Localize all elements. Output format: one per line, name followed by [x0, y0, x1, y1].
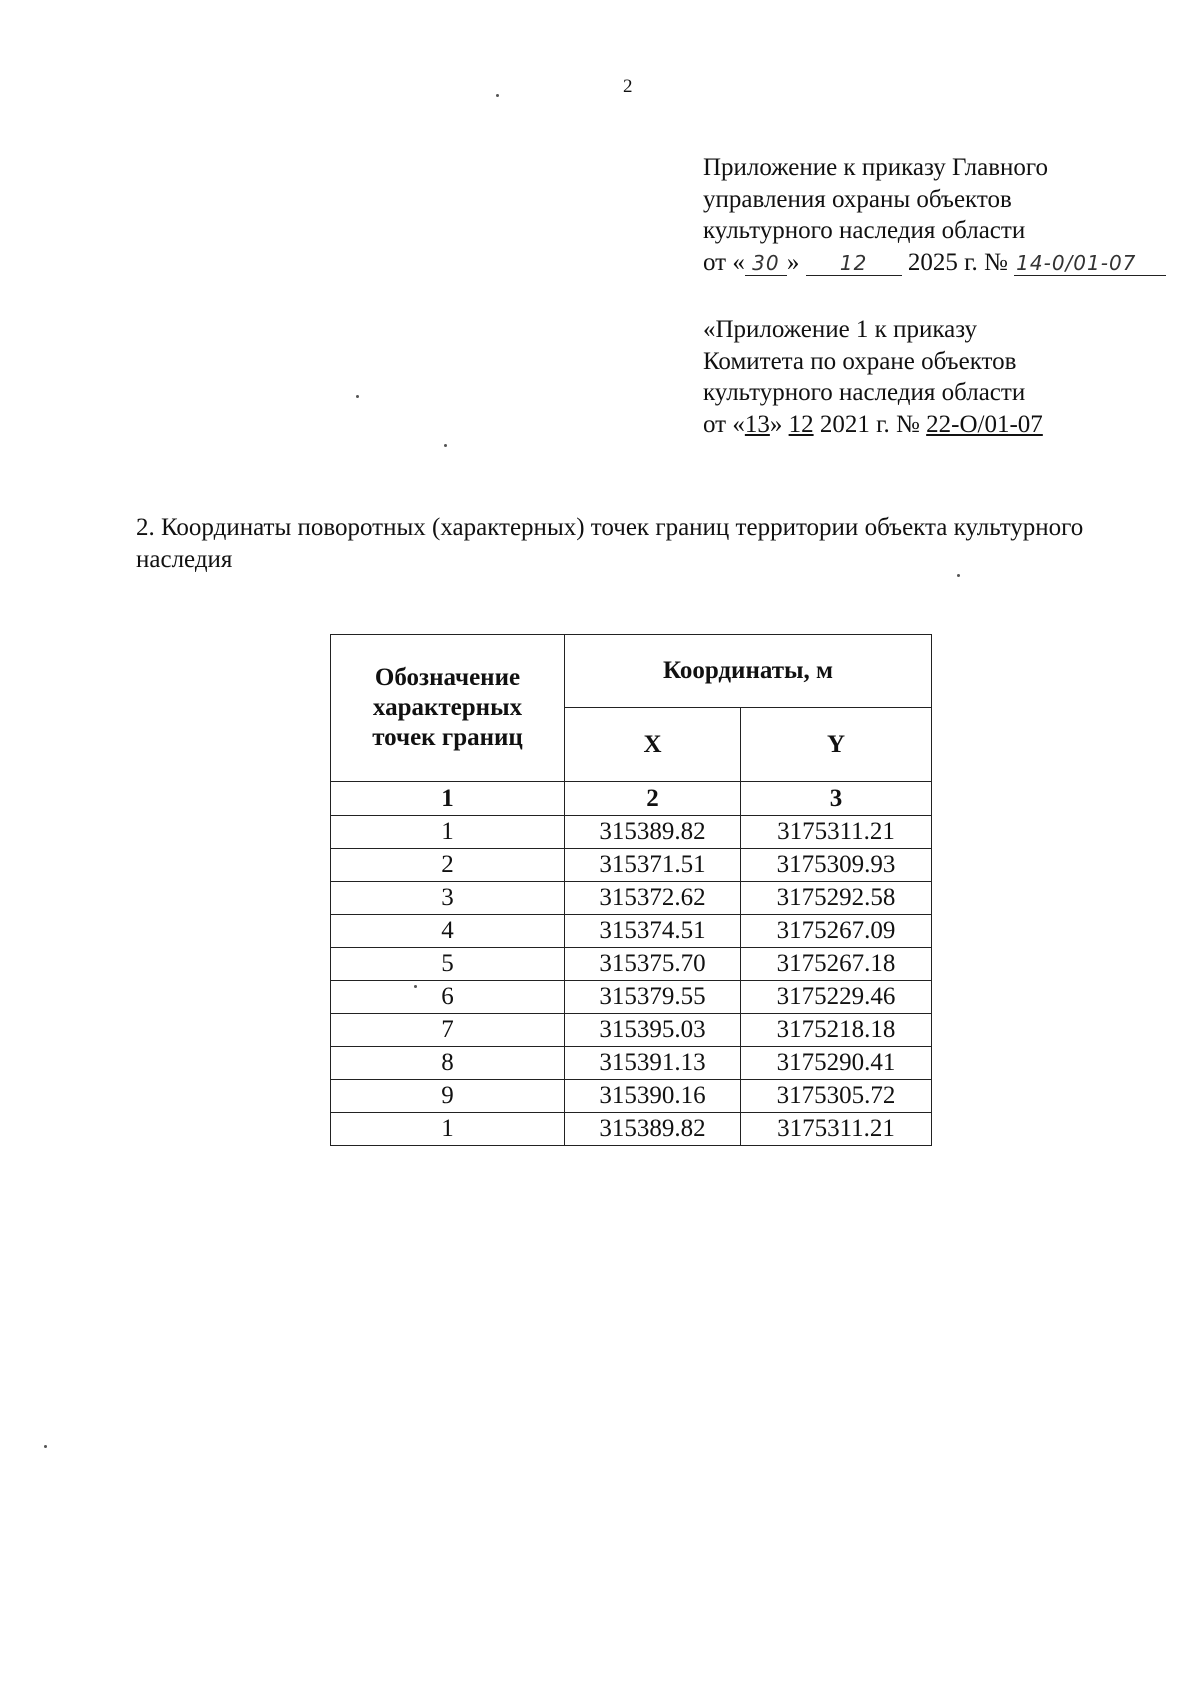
column-number-row — [331, 782, 932, 816]
x-coordinate-cell: 315371.51 — [565, 849, 741, 882]
header-point-label-line: характерных — [372, 694, 523, 721]
scan-speck — [44, 1445, 47, 1448]
x-coordinate-cell: 315389.82 — [565, 1113, 741, 1146]
handwritten-order-number: 14-0/01-07 — [1014, 251, 1166, 276]
date-prefix: от « — [703, 248, 745, 276]
coordinates-table — [330, 634, 932, 1146]
y-coordinate-cell: 3175290.41 — [741, 1047, 932, 1080]
table-header-row — [331, 635, 932, 708]
header-y: Y — [741, 708, 932, 782]
appendix-previous-date-line — [703, 409, 1043, 441]
table-row — [331, 816, 932, 849]
y-coordinate-cell: 3175311.21 — [741, 816, 932, 849]
order-number: 22-О/01-07 — [926, 410, 1043, 438]
x-coordinate-cell: 315375.70 — [565, 948, 741, 981]
table-row — [331, 849, 932, 882]
scan-speck — [496, 94, 499, 97]
table-row — [331, 948, 932, 981]
year-text: 2025 г. № — [907, 248, 1008, 276]
y-coordinate-cell: 3175218.18 — [741, 1014, 932, 1047]
table-row — [331, 1113, 932, 1146]
appendix-current-line: управления охраны объектов — [703, 185, 1012, 213]
table-row — [331, 981, 932, 1014]
y-coordinate-cell: 3175309.93 — [741, 849, 932, 882]
page-number: 2 — [623, 76, 633, 97]
point-number-cell: 3 — [331, 882, 565, 915]
header-coordinates: Координаты, м — [565, 635, 932, 708]
point-number-cell: 1 — [331, 816, 565, 849]
appendix-previous-block — [703, 314, 1043, 440]
header-x: X — [565, 708, 741, 782]
x-coordinate-cell: 315391.13 — [565, 1047, 741, 1080]
x-coordinate-cell: 315372.62 — [565, 882, 741, 915]
point-number-cell: 1 — [331, 1113, 565, 1146]
point-number-cell: 7 — [331, 1014, 565, 1047]
header-point-label-line: точек границ — [372, 724, 523, 751]
table-row — [331, 882, 932, 915]
table-row — [331, 1080, 932, 1113]
x-coordinate-cell: 315390.16 — [565, 1080, 741, 1113]
y-coordinate-cell: 3175292.58 — [741, 882, 932, 915]
appendix-previous-line: культурного наследия области — [703, 379, 1026, 406]
header-point-label-line: Обозначение — [374, 664, 521, 691]
point-number-cell: 9 — [331, 1080, 565, 1113]
y-coordinate-cell: 3175311.21 — [741, 1113, 932, 1146]
year-text: 2021 г. № — [819, 410, 920, 438]
y-coordinate-cell: 3175305.72 — [741, 1080, 932, 1113]
date-month: 12 — [788, 410, 814, 438]
x-coordinate-cell: 315379.55 — [565, 981, 741, 1014]
column-number: 1 — [331, 782, 565, 816]
point-number-cell: 2 — [331, 849, 565, 882]
date-prefix: от « — [703, 410, 745, 438]
scan-speck — [957, 574, 960, 577]
y-coordinate-cell: 3175267.09 — [741, 915, 932, 948]
appendix-current-line: культурного наследия области — [703, 217, 1026, 244]
x-coordinate-cell: 315389.82 — [565, 816, 741, 849]
date-mid: » — [786, 248, 800, 276]
section-heading: 2. Координаты поворотных (характерных) точек границ территории объекта культурного наследия — [136, 514, 1084, 573]
scan-speck — [414, 985, 417, 988]
x-coordinate-cell: 315395.03 — [565, 1014, 741, 1047]
appendix-previous-line: Комитета по охране объектов — [703, 347, 1017, 375]
date-day: 13 — [744, 410, 770, 438]
y-coordinate-cell: 3175229.46 — [741, 981, 932, 1014]
point-number-cell: 4 — [331, 915, 565, 948]
table-row — [331, 1047, 932, 1080]
x-coordinate-cell: 315374.51 — [565, 915, 741, 948]
table-body — [331, 816, 932, 1146]
y-coordinate-cell: 3175267.18 — [741, 948, 932, 981]
scan-speck — [444, 444, 447, 447]
point-number-cell: 5 — [331, 948, 565, 981]
handwritten-day: 30 — [745, 251, 787, 276]
scan-speck — [356, 395, 359, 398]
table-row — [331, 1014, 932, 1047]
date-mid: » — [769, 410, 783, 438]
table-row — [331, 915, 932, 948]
appendix-previous-line: «Приложение 1 к приказу — [703, 316, 978, 343]
appendix-current-line: Приложение к приказу Главного — [703, 154, 1049, 181]
column-number: 2 — [565, 782, 741, 816]
point-number-cell: 6 — [331, 981, 565, 1014]
handwritten-month: 12 — [806, 251, 902, 276]
point-number-cell: 8 — [331, 1047, 565, 1080]
header-point-label — [331, 635, 565, 782]
column-number: 3 — [741, 782, 932, 816]
appendix-current-block — [703, 152, 1166, 278]
appendix-current-date-line — [703, 247, 1166, 279]
